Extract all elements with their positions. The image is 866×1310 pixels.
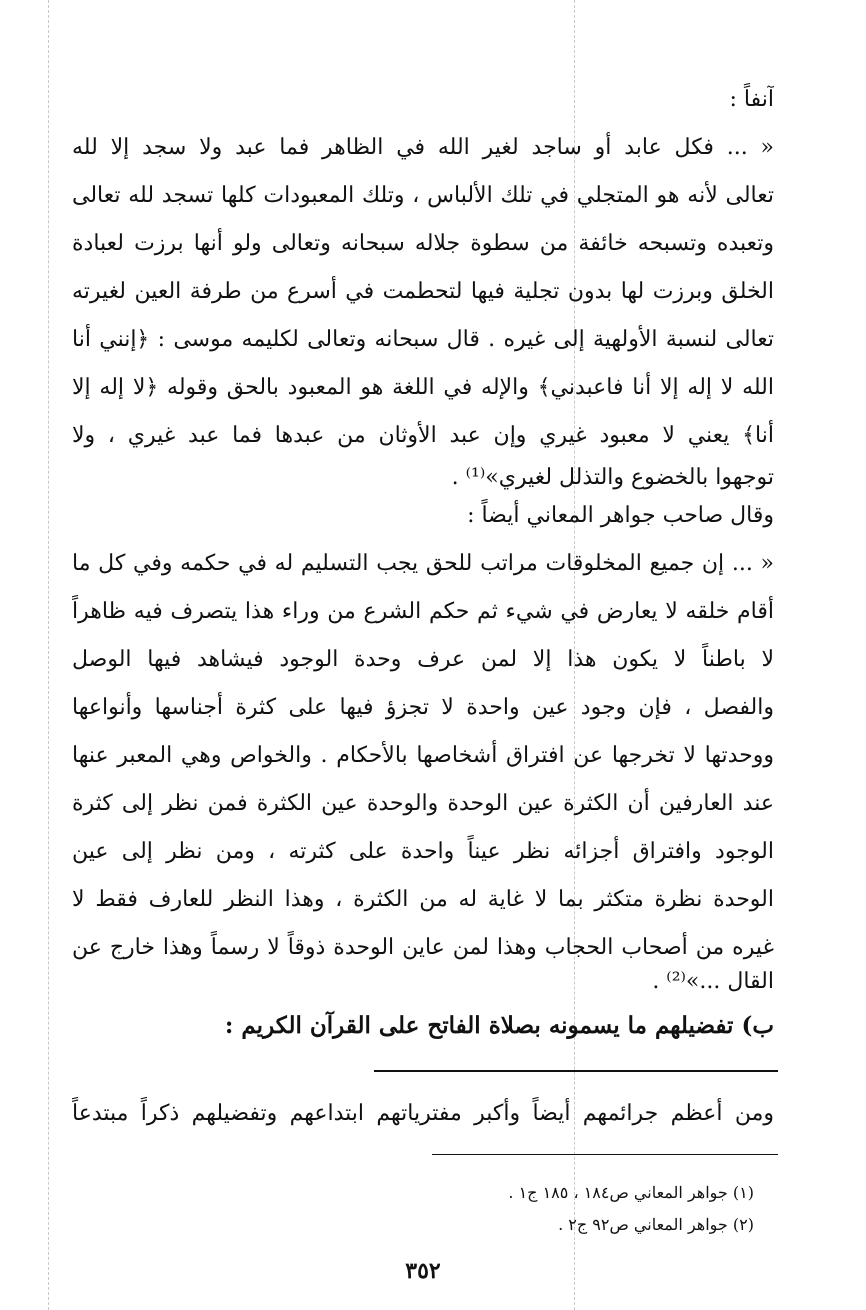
body-line: الخلق وبرزت لها بدون تجلية فيها لتحطمت في أسرع من طرفة العين لغيرته	[72, 279, 774, 304]
footnote: (٢) جواهر المعاني ص٩٢ ج٢ .	[558, 1215, 754, 1234]
body-line: تعالى لأنه هو المتجلي في تلك الألباس ، وتلك المعبودات كلها تسجد لله تعالى	[72, 183, 774, 208]
body-line: الوجود وافتراق أجزائه نظر عيناً واحدة على كثرته ، ومن نظر إلى عين	[72, 839, 774, 864]
body-line: ومن أعظم جرائمهم أيضاً وأكبر مفترياتهم ابتداعهم وتفضيلهم ذكراً مبتدعاً	[72, 1101, 774, 1126]
body-line: عند العارفين أن الكثرة عين الوحدة والوحدة عين الكثرة فمن نظر إلى كثرة	[72, 791, 774, 816]
footnote-separator	[432, 1154, 778, 1155]
body-line: الله لا إله إلا أنا فاعبدني﴾ والإله في اللغة هو المعبود بالحق وقوله ﴿لا إله إلا	[72, 375, 774, 400]
page-number: ٣٥٢	[405, 1258, 441, 1284]
body-line: أنا﴾ يعني لا معبود غيري وإن عبد الأوثان من عبدها فما عبد غيري ، ولا	[72, 423, 774, 448]
body-line: لا باطناً لا يكون هذا إلا لمن عرف وحدة الوجود فيشاهد فيها الوصل	[72, 647, 774, 672]
scan-fold-line	[48, 0, 50, 1310]
body-line: القال ...»⁽²⁾ .	[652, 969, 774, 994]
body-line: تعالى لنسبة الأولهية إلى غيره . قال سبحانه وتعالى لكليمه موسى : ﴿إنني أنا	[72, 327, 774, 352]
footnote: (١) جواهر المعاني ص١٨٤ ، ١٨٥ ج١ .	[508, 1183, 754, 1202]
body-line: غيره من أصحاب الحجاب وهذا لمن عاين الوحدة ذوقاً لا رسماً وهذا خارج عن	[72, 935, 774, 960]
body-line: ووحدتها لا تخرجها عن افتراق أشخاصها بالأحكام . والخواص وهي المعبر عنها	[72, 743, 774, 768]
body-line: وتعبده وتسبحه خائفة من سطوة جلاله سبحانه وتعالى ولو أنها برزت لعبادة	[72, 231, 774, 256]
body-line: والفصل ، فإن وجود عين واحدة لا تجزؤ فيها على كثرة أجناسها وأنواعها	[72, 695, 774, 720]
body-line: الوحدة نظرة متكثر بما لا غاية له من الكثرة ، وهذا النظر للعارف فقط لا	[72, 887, 774, 912]
body-line: « ... فكل عابد أو ساجد لغير الله في الظاهر فما عبد ولا سجد إلا لله	[72, 135, 774, 160]
body-line: أقام خلقه لا يعارض في شيء ثم حكم الشرع من وراء هذا يتصرف فيه ظاهراً	[72, 599, 774, 624]
body-line: وقال صاحب جواهر المعاني أيضاً :	[467, 503, 774, 528]
body-line: آنفاً :	[729, 87, 774, 112]
section-heading: ب) تفضيلهم ما يسمونه بصلاة الفاتح على القرآن الكريم :	[224, 1012, 774, 1039]
section-rule	[374, 1070, 778, 1072]
body-line: « ... إن جميع المخلوقات مراتب للحق يجب التسليم له في حكمه وفي كل ما	[72, 551, 774, 576]
body-line: توجهوا بالخضوع والتذلل لغيري»⁽¹⁾ .	[451, 465, 774, 490]
